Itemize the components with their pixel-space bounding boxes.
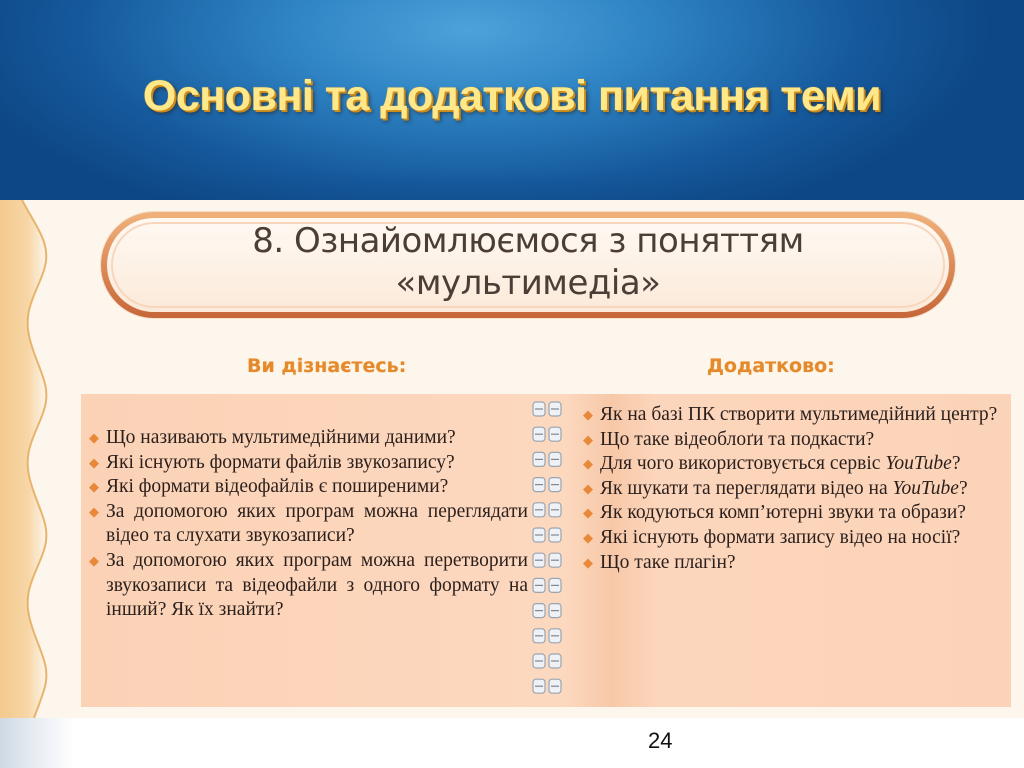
diamond-bullet-icon: ◆ — [583, 529, 593, 545]
page-number: 24 — [648, 728, 673, 753]
diamond-bullet-icon: ◆ — [89, 479, 99, 495]
list-item: ◆ За допомогою яких програм можна переглядати відео та слухати звукозаписи? — [89, 500, 528, 547]
diamond-bullet-icon: ◆ — [583, 456, 593, 472]
diamond-bullet-icon: ◆ — [583, 505, 593, 521]
title-banner — [0, 0, 1024, 200]
diamond-bullet-icon: ◆ — [583, 407, 593, 422]
additional-header: Додатково: — [707, 355, 835, 377]
chapter-title-line2: «мультимедіа» — [395, 263, 661, 303]
wavy-border-decoration — [0, 200, 70, 718]
diamond-bullet-icon: ◆ — [89, 454, 99, 470]
main-questions-list — [88, 426, 528, 623]
diamond-bullet-icon: ◆ — [583, 480, 593, 496]
list-item: ◆ Як шукати та переглядати відео на YouTube? — [582, 477, 1006, 502]
additional-questions-list — [582, 403, 1006, 575]
list-item: ◆ Які формати відеофайлів є поширеними? — [88, 475, 528, 500]
list-item: ◆ Що називають мультимедійними даними? — [88, 426, 528, 451]
list-item: ◆ Які існують формати файлів звукозапису? — [88, 451, 528, 476]
diamond-bullet-icon: ◆ — [583, 554, 593, 570]
diamond-bullet-icon: ◆ — [89, 503, 99, 519]
chapter-title-line1: 8. Ознайомлюємося з поняттям — [252, 221, 804, 261]
list-item: ◆ Для чого використовується сервіс YouTube? — [582, 452, 1006, 477]
list-item: ◆ Як на базі ПК створити мультимедійний центр? — [582, 403, 1006, 428]
list-item: ◆ Які існують формати запису відео на носії? — [582, 526, 1006, 551]
slide-title: Основні та додаткові питання теми — [142, 72, 882, 120]
list-item: ◆ Що таке відеоблоґи та подкасти? — [582, 428, 1006, 453]
diamond-bullet-icon: ◆ — [583, 431, 593, 447]
chapter-heading — [88, 205, 968, 325]
you-will-learn-header: Ви дізнаєтесь: — [247, 355, 407, 377]
diamond-bullet-icon: ◆ — [89, 552, 99, 568]
list-item: ◆ Як кодуються комп’ютерні звуки та образи? — [582, 501, 1006, 526]
list-item: ◆ Що таке плагін? — [582, 551, 1006, 576]
corner-fade-decoration — [0, 718, 75, 768]
spiral-binding-decoration — [529, 398, 565, 702]
list-item: ◆ За допомогою яких програм можна перетворити звукозаписи та відеофайли з одного формату на інший? Як їх знайти? — [89, 549, 528, 621]
diamond-bullet-icon: ◆ — [89, 430, 99, 445]
